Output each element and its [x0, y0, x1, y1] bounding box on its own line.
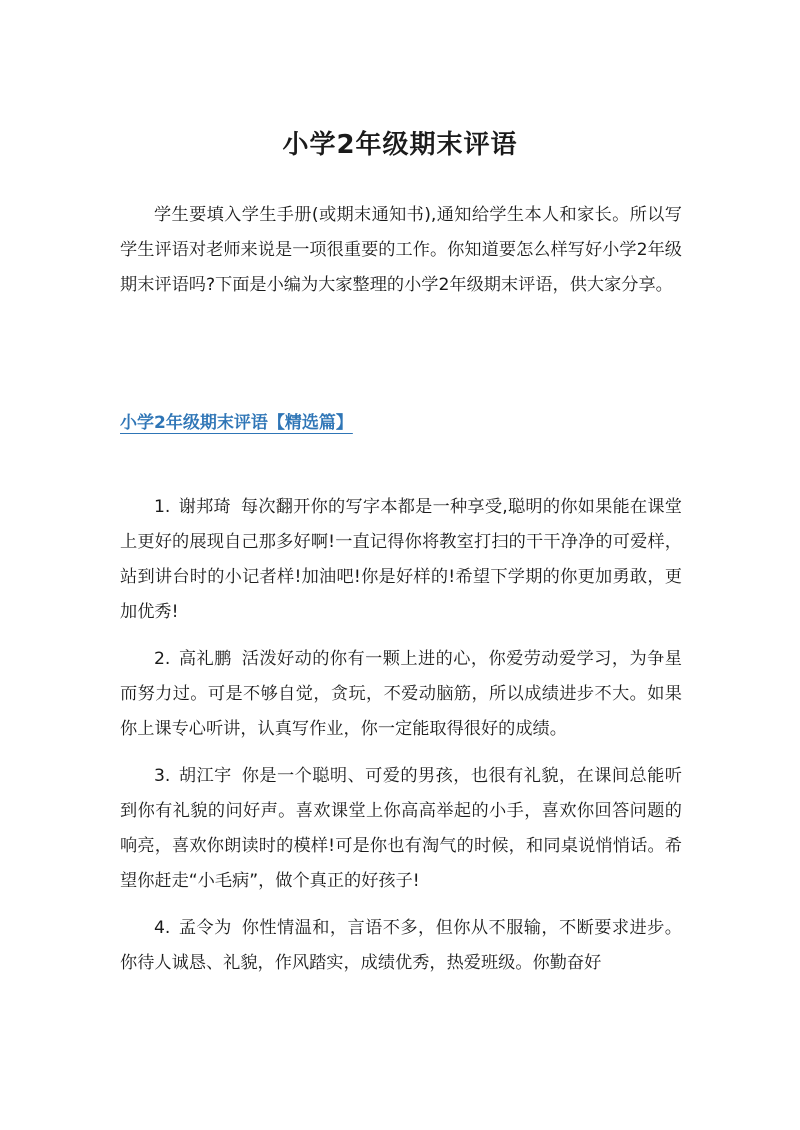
document-title: 小学2年级期末评语	[282, 130, 518, 160]
list-item	[120, 911, 682, 981]
student-name: 谢邦琦	[178, 497, 231, 517]
entry-number: 3.	[154, 766, 171, 786]
student-name: 孟令为	[178, 918, 232, 938]
entry-text: 你性情温和，言语不多，但你从不服输，不断要求进步。你待人诚恳、礼貌，作风踏实，成绩优秀，热爱班级。你勤奋好	[120, 918, 682, 973]
student-name: 高礼鹏	[178, 649, 232, 669]
entry-text: 你是一个聪明、可爱的男孩，也很有礼貌，在课间总能听到你有礼貌的问好声。喜欢课堂上你高高举起的小手，喜欢你回答问题的响亮，喜欢你朗读时的模样!可是你也有淘气的时候，和同桌说悄悄话。希望你赶走“小毛病”，做个真正的好孩子!	[120, 766, 682, 891]
list-item	[120, 759, 682, 899]
student-name: 胡江宇	[178, 766, 232, 786]
intro-paragraph: 学生要填入学生手册(或期末通知书),通知给学生本人和家长。所以写学生评语对老师来说是一项很重要的工作。你知道要怎么样写好小学2年级期末评语吗?下面是小编为大家整理的小学2年级期末评语，供大家分享。	[120, 205, 682, 295]
section-heading-link[interactable]: 小学2年级期末评语【精选篇】	[120, 413, 353, 433]
entry-number: 4.	[154, 918, 171, 938]
entry-number: 2.	[154, 649, 171, 669]
entry-number: 1.	[154, 497, 171, 517]
list-item	[120, 490, 682, 630]
entry-text: 每次翻开你的写字本都是一种享受,聪明的你如果能在课堂上更好的展现自己那多好啊!一直记得你将教室打扫的干干净净的可爱样，站到讲台时的小记者样!加油吧!你是好样的!希望下学期的你更加勇敢，更加优秀!	[120, 497, 682, 622]
entry-text: 活泼好动的你有一颗上进的心，你爱劳动爱学习，为争星而努力过。可是不够自觉，贪玩，不爱动脑筋，所以成绩进步不大。如果你上课专心听讲，认真写作业，你一定能取得很好的成绩。	[120, 649, 682, 739]
list-item	[120, 642, 682, 747]
evaluation-list	[120, 490, 682, 993]
